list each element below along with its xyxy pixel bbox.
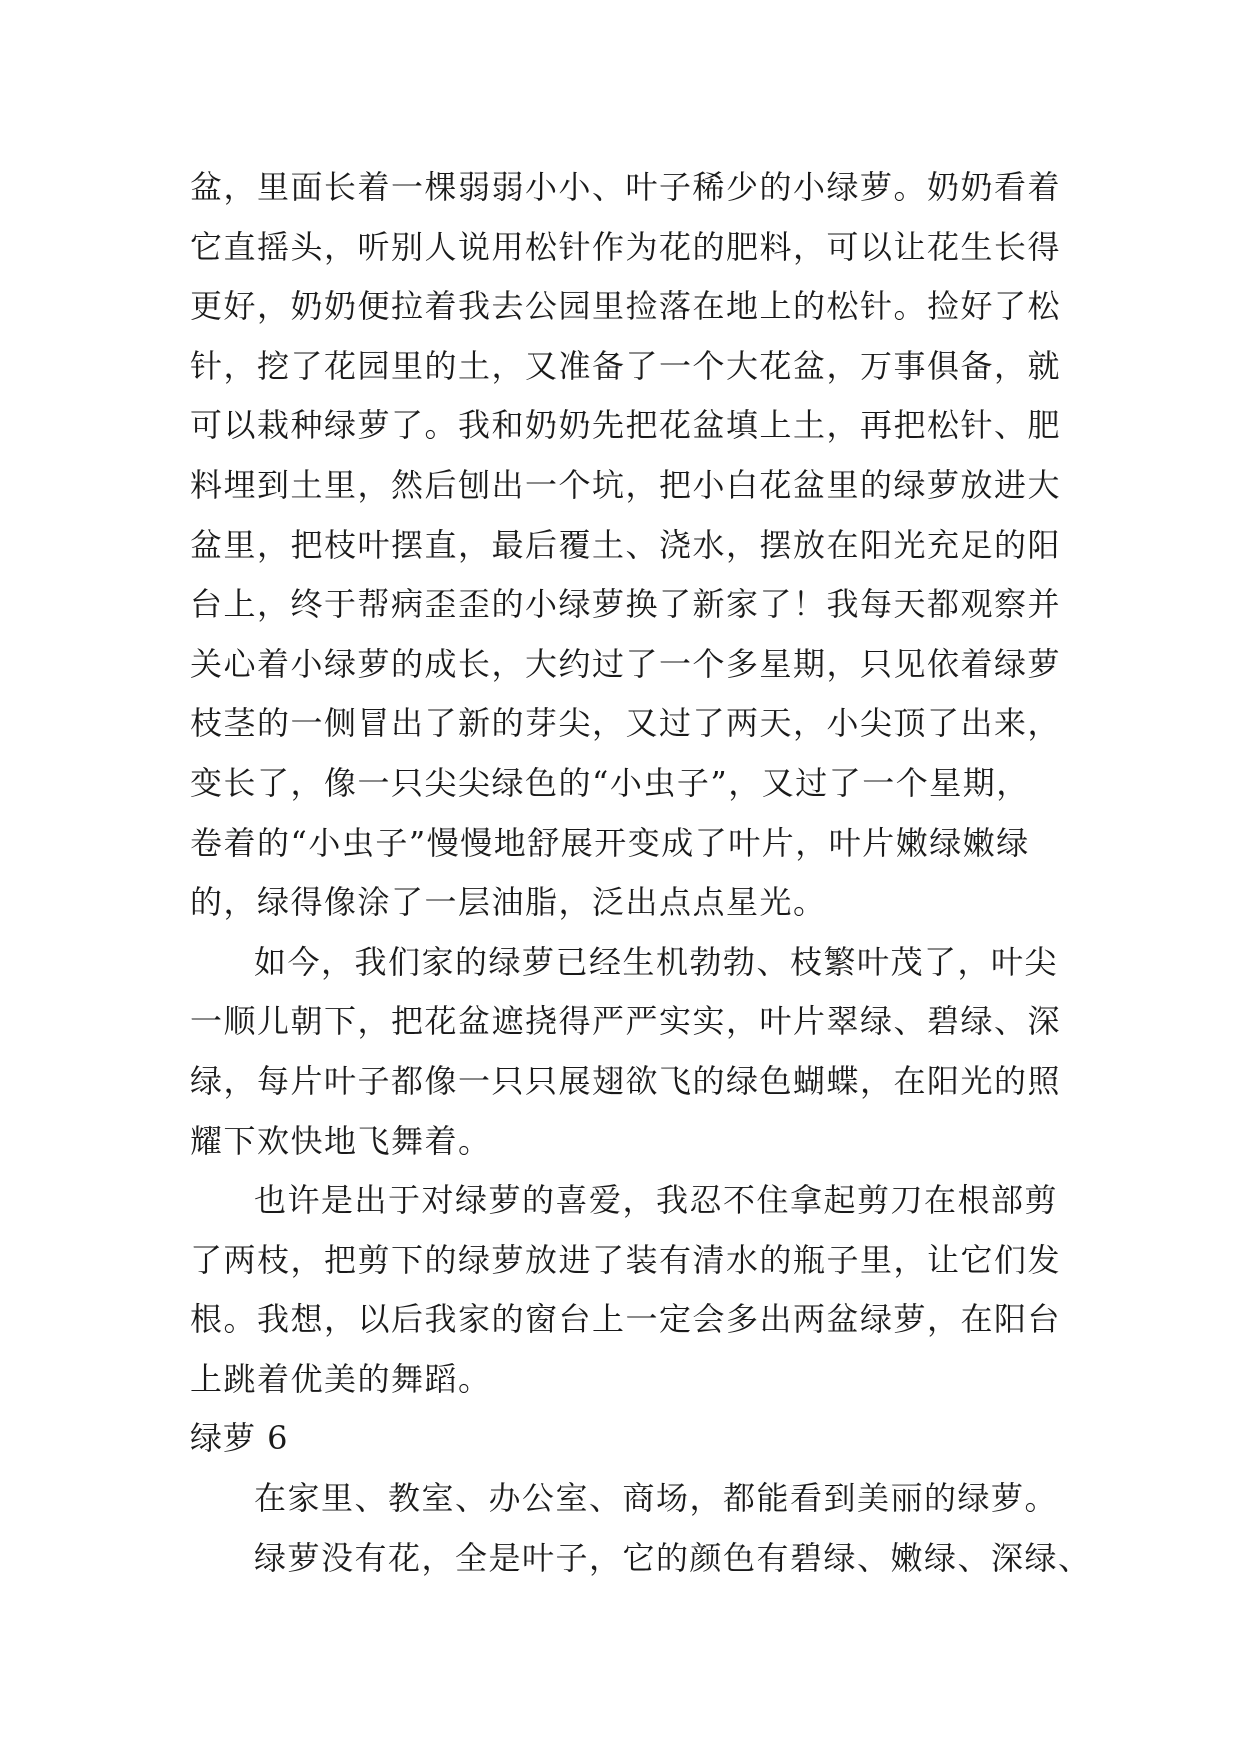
text-line: 关心着小绿萝的成长，大约过了一个多星期，只见依着绿萝 [190, 644, 1062, 683]
paragraph-start-line: 如今，我们家的绿萝已经生机勃勃、枝繁叶茂了，叶尖 [254, 942, 1059, 981]
paragraph-start-line: 绿萝没有花，全是叶子，它的颜色有碧绿、嫩绿、深绿、 [254, 1538, 1092, 1577]
paragraph-start-line: 在家里、教室、办公室、商场，都能看到美丽的绿萝。 [254, 1479, 1059, 1518]
section-heading: 绿萝 6 [190, 1419, 289, 1458]
text-line: 盆，里面长着一棵弱弱小小、叶子稀少的小绿萝。奶奶看着 [190, 168, 1062, 206]
text-line: 上跳着优美的舞蹈。 [190, 1359, 492, 1398]
text-line: 枝茎的一侧冒出了新的芽尖，又过了两天，小尖顶了出来， [190, 704, 1062, 743]
text-line: 一顺儿朝下，把花盆遮挠得严严实实，叶片翠绿、碧绿、深 [190, 1002, 1062, 1041]
text-line: 它直摇头，听别人说用松针作为花的肥料，可以让花生长得 [190, 227, 1062, 266]
text-line: 盆里，把枝叶摆直，最后覆土、浇水，摆放在阳光充足的阳 [190, 525, 1062, 564]
text-line: 耀下欢快地飞舞着。 [190, 1121, 492, 1160]
text-line: 可以栽种绿萝了。我和奶奶先把花盆填上土，再把松针、肥 [190, 406, 1062, 445]
text-line: 了两枝，把剪下的绿萝放进了装有清水的瓶子里，让它们发 [190, 1240, 1062, 1279]
text-line: 根。我想，以后我家的窗台上一定会多出两盆绿萝，在阳台 [190, 1300, 1062, 1339]
text-line: 卷着的“小虫子”慢慢地舒展开变成了叶片，叶片嫩绿嫩绿 [190, 823, 1030, 862]
text-line: 绿，每片叶子都像一只只展翅欲飞的绿色蝴蝶，在阳光的照 [190, 1061, 1062, 1100]
text-line: 料埋到土里，然后刨出一个坑，把小白花盆里的绿萝放进大 [190, 465, 1062, 504]
text-line: 针，挖了花园里的土，又准备了一个大花盆，万事俱备，就 [190, 346, 1062, 385]
paragraph-start-line: 也许是出于对绿萝的喜爱，我忍不住拿起剪刀在根部剪 [254, 1181, 1059, 1220]
text-line: 台上，终于帮病歪歪的小绿萝换了新家了！我每天都观察并 [190, 585, 1062, 624]
text-line: 更好，奶奶便拉着我去公园里捡落在地上的松针。捡好了松 [190, 287, 1062, 326]
text-line: 的，绿得像涂了一层油脂，泛出点点星光。 [190, 883, 827, 922]
text-line: 变长了，像一只尖尖绿色的“小虫子”，又过了一个星期， [190, 763, 1030, 802]
document-page [190, 158, 1092, 1588]
